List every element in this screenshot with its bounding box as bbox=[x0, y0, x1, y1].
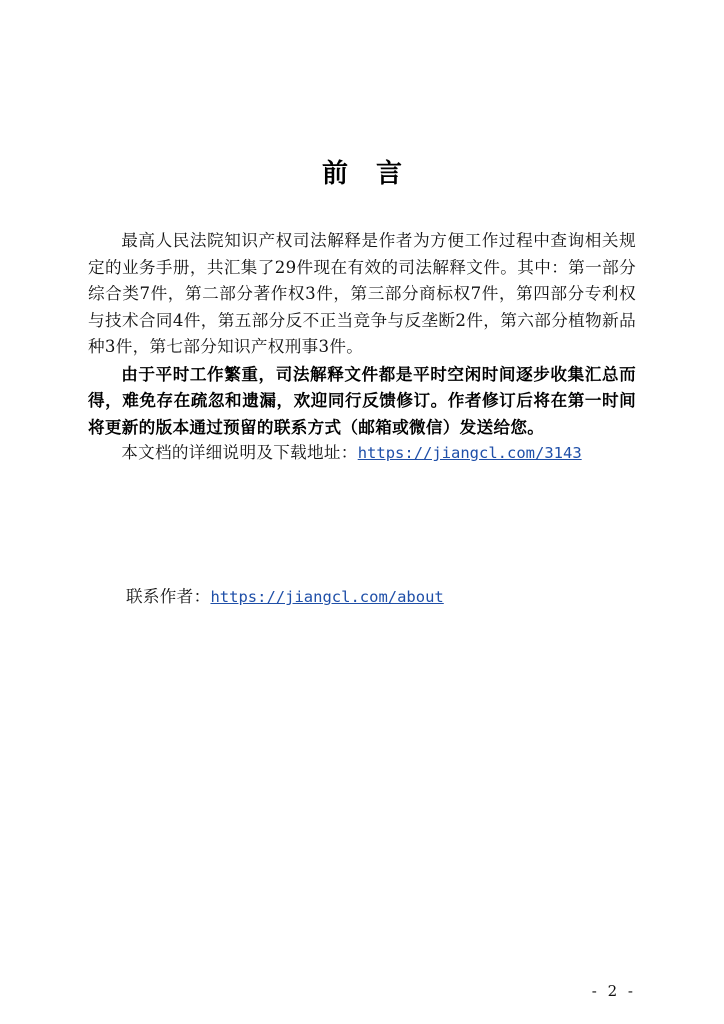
download-label: 本文档的详细说明及下载地址： bbox=[121, 443, 358, 462]
preface-body bbox=[88, 228, 636, 467]
intro-paragraph: 最高人民法院知识产权司法解释是作者为方便工作过程中查询相关规定的业务手册，共汇集了29件现在有效的司法解释文件。其中：第一部分综合类7件，第二部分著作权3件，第三部分商标权7件，第四部分专利权与技术合同4件，第五部分反不正当竞争与反垄断2件，第六部分植物新品种3件，第七部分知识产权刑事3件。 bbox=[88, 231, 636, 356]
contact-line bbox=[126, 584, 444, 610]
contact-link[interactable]: https://jiangcl.com/about bbox=[210, 588, 444, 606]
download-paragraph bbox=[88, 440, 636, 467]
download-link[interactable]: https://jiangcl.com/3143 bbox=[357, 444, 582, 462]
page-number: - 2 - bbox=[591, 982, 636, 1000]
contact-label: 联系作者： bbox=[126, 587, 211, 606]
notice-paragraph: 由于平时工作繁重，司法解释文件都是平时空闲时间逐步收集汇总而得，难免存在疏忽和遗漏，欢迎同行反馈修订。作者修订后将在第一时间将更新的版本通过预留的联系方式（邮箱或微信）发送给您。 bbox=[88, 363, 636, 437]
page-title: 前言 bbox=[321, 159, 430, 189]
